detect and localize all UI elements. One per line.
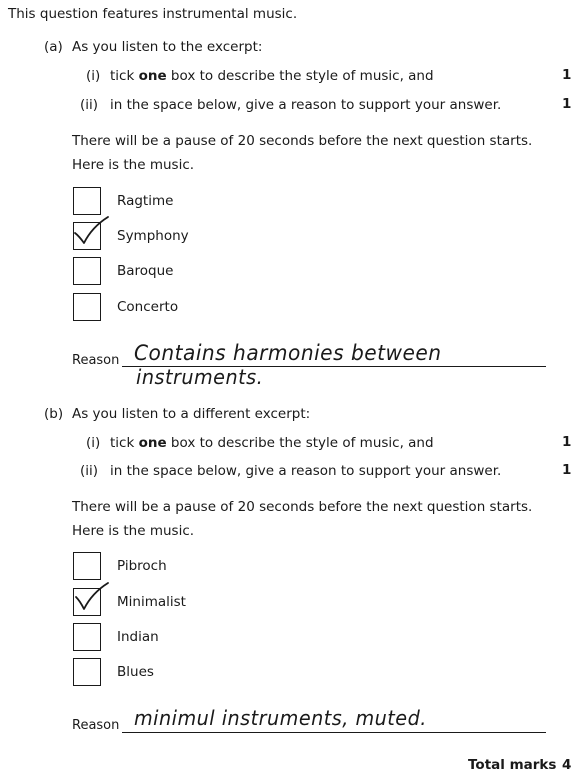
- part-a-step-ii-number: (ii): [80, 97, 99, 113]
- part-a-label: (a): [44, 39, 63, 55]
- option-label: Indian: [117, 629, 159, 645]
- part-b-step-ii-number: (ii): [80, 463, 99, 479]
- checkbox[interactable]: [73, 293, 101, 321]
- checkbox[interactable]: [73, 623, 101, 651]
- part-a-step-i-mark: 1: [562, 67, 572, 83]
- checkbox[interactable]: [73, 658, 101, 686]
- checkbox[interactable]: [73, 588, 101, 616]
- part-a-pause-text: There will be a pause of 20 seconds before the next question starts.: [72, 133, 533, 149]
- part-b-label: (b): [44, 406, 64, 422]
- part-b-step-i-text: tick one box to describe the style of music, and: [110, 435, 434, 451]
- option-label: Pibroch: [117, 558, 167, 574]
- part-a-music-text: Here is the music.: [72, 157, 195, 173]
- part-a-step-ii-mark: 1: [562, 96, 572, 112]
- option-label: Symphony: [117, 228, 189, 244]
- part-b-step-ii-mark: 1: [562, 462, 572, 478]
- part-a-step-ii-text: in the space below, give a reason to support your answer.: [110, 97, 502, 113]
- part-b-step-i-mark: 1: [562, 434, 572, 450]
- checkmark-icon: [70, 579, 110, 619]
- part-b-music-text: Here is the music.: [72, 523, 195, 539]
- part-b-reason-handwriting: minimul instruments, muted.: [134, 706, 427, 730]
- part-b-step-ii-text: in the space below, give a reason to support your answer.: [110, 463, 502, 479]
- option-label: Minimalist: [117, 594, 186, 610]
- option-label: Concerto: [117, 299, 179, 315]
- option-label: Ragtime: [117, 193, 174, 209]
- part-a-reason-handwriting-line-1: Contains harmonies between: [134, 341, 442, 365]
- part-b-pause-text: There will be a pause of 20 seconds before the next question starts.: [72, 499, 533, 515]
- question-intro: This question features instrumental music.: [8, 6, 298, 22]
- part-b-reason-line: [122, 732, 546, 733]
- part-a-reason-label: Reason: [72, 353, 120, 368]
- checkbox[interactable]: [73, 257, 101, 285]
- part-a-step-i-number: (i): [86, 68, 101, 84]
- part-a-reason-handwriting-line-2: instruments.: [136, 365, 264, 389]
- part-b-heading: As you listen to a different excerpt:: [72, 406, 311, 422]
- option-label: Baroque: [117, 263, 174, 279]
- total-marks-value: 4: [562, 757, 572, 773]
- checkbox[interactable]: [73, 222, 101, 250]
- part-a-heading: As you listen to the excerpt:: [72, 39, 263, 55]
- part-b-reason-label: Reason: [72, 718, 120, 733]
- total-marks-label: Total marks: [468, 757, 557, 773]
- part-b-step-i-number: (i): [86, 435, 101, 451]
- checkbox[interactable]: [73, 552, 101, 580]
- option-label: Blues: [117, 664, 154, 680]
- part-a-step-i-text: tick one box to describe the style of music, and: [110, 68, 434, 84]
- checkbox[interactable]: [73, 187, 101, 215]
- checkmark-icon: [70, 213, 110, 253]
